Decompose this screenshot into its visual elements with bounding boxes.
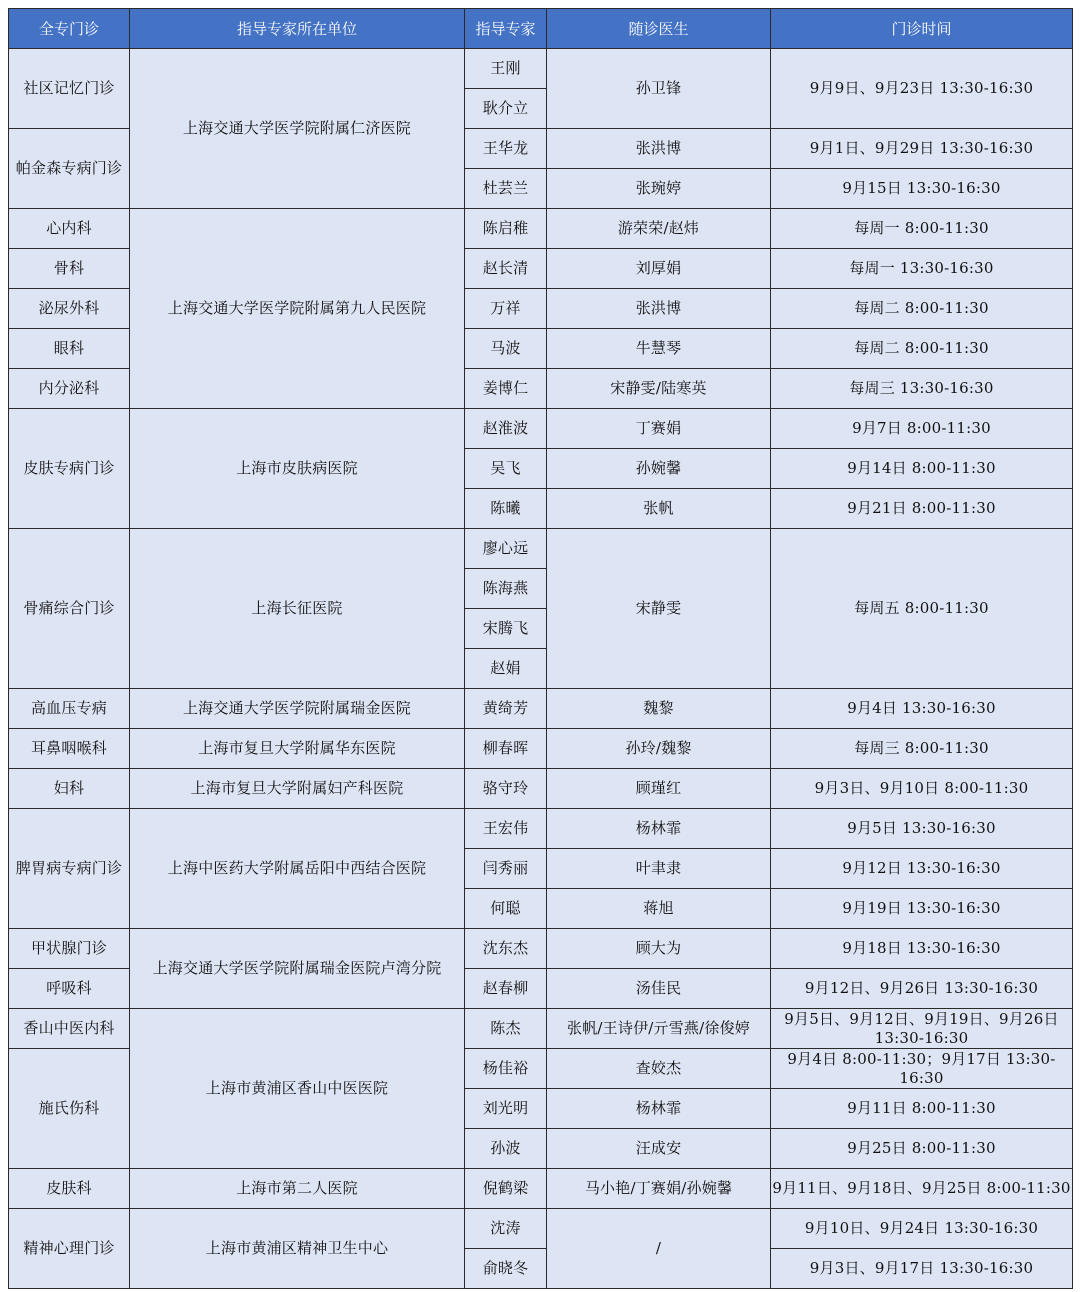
expert-cell: 陈杰 [465, 1009, 547, 1049]
time-cell: 每周三 8:00-11:30 [771, 729, 1073, 769]
unit-cell: 上海交通大学医学院附属仁济医院 [130, 49, 465, 209]
doctor-cell: / [547, 1209, 771, 1289]
clinic-schedule [8, 8, 1072, 1289]
expert-cell: 黄绮芳 [465, 689, 547, 729]
unit-cell: 上海中医药大学附属岳阳中西结合医院 [130, 809, 465, 929]
doctor-cell: 查姣杰 [547, 1049, 771, 1089]
doctor-cell: 孙卫锋 [547, 49, 771, 129]
header-dept: 全专门诊 [9, 9, 130, 49]
dept-cell: 皮肤科 [9, 1169, 130, 1209]
expert-cell: 沈东杰 [465, 929, 547, 969]
table-row [9, 49, 1073, 89]
table-row [9, 729, 1073, 769]
dept-cell: 香山中医内科 [9, 1009, 130, 1049]
doctor-cell: 孙玲/魏黎 [547, 729, 771, 769]
time-cell: 9月5日、9月12日、9月19日、9月26日 13:30-16:30 [771, 1009, 1073, 1049]
expert-cell: 赵淮波 [465, 409, 547, 449]
unit-cell: 上海市第二人医院 [130, 1169, 465, 1209]
time-cell: 9月3日、9月17日 13:30-16:30 [771, 1249, 1073, 1289]
dept-cell: 社区记忆门诊 [9, 49, 130, 129]
unit-cell: 上海交通大学医学院附属瑞金医院卢湾分院 [130, 929, 465, 1009]
header-time: 门诊时间 [771, 9, 1073, 49]
expert-cell: 俞晓冬 [465, 1249, 547, 1289]
dept-cell: 骨科 [9, 249, 130, 289]
expert-cell: 杜芸兰 [465, 169, 547, 209]
schedule-body [9, 49, 1073, 1289]
expert-cell: 宋腾飞 [465, 609, 547, 649]
dept-cell: 脾胃病专病门诊 [9, 809, 130, 929]
unit-cell: 上海市黄浦区香山中医医院 [130, 1009, 465, 1169]
expert-cell: 王宏伟 [465, 809, 547, 849]
time-cell: 每周三 13:30-16:30 [771, 369, 1073, 409]
doctor-cell: 汤佳民 [547, 969, 771, 1009]
time-cell: 9月7日 8:00-11:30 [771, 409, 1073, 449]
expert-cell: 赵春柳 [465, 969, 547, 1009]
doctor-cell: 蒋旭 [547, 889, 771, 929]
table-row [9, 209, 1073, 249]
expert-cell: 吴飞 [465, 449, 547, 489]
unit-cell: 上海市复旦大学附属华东医院 [130, 729, 465, 769]
doctor-cell: 张帆 [547, 489, 771, 529]
doctor-cell: 顾大为 [547, 929, 771, 969]
unit-cell: 上海市皮肤病医院 [130, 409, 465, 529]
time-cell: 每周一 13:30-16:30 [771, 249, 1073, 289]
time-cell: 9月4日 13:30-16:30 [771, 689, 1073, 729]
table-row [9, 689, 1073, 729]
time-cell: 9月15日 13:30-16:30 [771, 169, 1073, 209]
expert-cell: 万祥 [465, 289, 547, 329]
dept-cell: 施氏伤科 [9, 1049, 130, 1169]
expert-cell: 王华龙 [465, 129, 547, 169]
doctor-cell: 游荣荣/赵炜 [547, 209, 771, 249]
dept-cell: 高血压专病 [9, 689, 130, 729]
time-cell: 9月3日、9月10日 8:00-11:30 [771, 769, 1073, 809]
table-row [9, 929, 1073, 969]
unit-cell: 上海交通大学医学院附属第九人民医院 [130, 209, 465, 409]
time-cell: 9月14日 8:00-11:30 [771, 449, 1073, 489]
time-cell: 9月25日 8:00-11:30 [771, 1129, 1073, 1169]
time-cell: 每周二 8:00-11:30 [771, 289, 1073, 329]
header-row [9, 9, 1073, 49]
expert-cell: 赵长清 [465, 249, 547, 289]
expert-cell: 赵娟 [465, 649, 547, 689]
table-row [9, 529, 1073, 569]
header-unit: 指导专家所在单位 [130, 9, 465, 49]
doctor-cell: 顾瑾红 [547, 769, 771, 809]
doctor-cell: 汪成安 [547, 1129, 771, 1169]
doctor-cell: 张洪博 [547, 289, 771, 329]
table-row [9, 1209, 1073, 1249]
doctor-cell: 张琬婷 [547, 169, 771, 209]
time-cell: 9月18日 13:30-16:30 [771, 929, 1073, 969]
time-cell: 9月12日、9月26日 13:30-16:30 [771, 969, 1073, 1009]
time-cell: 9月4日 8:00-11:30；9月17日 13:30-16:30 [771, 1049, 1073, 1089]
dept-cell: 内分泌科 [9, 369, 130, 409]
doctor-cell: 马小艳/丁赛娟/孙婉馨 [547, 1169, 771, 1209]
table-row [9, 1169, 1073, 1209]
expert-cell: 杨佳裕 [465, 1049, 547, 1089]
expert-cell: 陈曦 [465, 489, 547, 529]
time-cell: 9月19日 13:30-16:30 [771, 889, 1073, 929]
unit-cell: 上海交通大学医学院附属瑞金医院 [130, 689, 465, 729]
dept-cell: 皮肤专病门诊 [9, 409, 130, 529]
expert-cell: 沈涛 [465, 1209, 547, 1249]
expert-cell: 孙波 [465, 1129, 547, 1169]
table-row [9, 809, 1073, 849]
time-cell: 9月12日 13:30-16:30 [771, 849, 1073, 889]
expert-cell: 廖心远 [465, 529, 547, 569]
expert-cell: 刘光明 [465, 1089, 547, 1129]
expert-cell: 闫秀丽 [465, 849, 547, 889]
time-cell: 9月5日 13:30-16:30 [771, 809, 1073, 849]
expert-cell: 倪鹤梁 [465, 1169, 547, 1209]
table-row [9, 1009, 1073, 1049]
time-cell: 9月1日、9月29日 13:30-16:30 [771, 129, 1073, 169]
time-cell: 每周一 8:00-11:30 [771, 209, 1073, 249]
dept-cell: 呼吸科 [9, 969, 130, 1009]
unit-cell: 上海市黄浦区精神卫生中心 [130, 1209, 465, 1289]
time-cell: 每周五 8:00-11:30 [771, 529, 1073, 689]
doctor-cell: 丁赛娟 [547, 409, 771, 449]
expert-cell: 马波 [465, 329, 547, 369]
doctor-cell: 张帆/王诗伊/亓雪燕/徐俊婷 [547, 1009, 771, 1049]
doctor-cell: 魏黎 [547, 689, 771, 729]
expert-cell: 柳春晖 [465, 729, 547, 769]
time-cell: 9月9日、9月23日 13:30-16:30 [771, 49, 1073, 129]
table-row [9, 769, 1073, 809]
doctor-cell: 刘厚娟 [547, 249, 771, 289]
doctor-cell: 叶聿隶 [547, 849, 771, 889]
time-cell: 9月21日 8:00-11:30 [771, 489, 1073, 529]
unit-cell: 上海长征医院 [130, 529, 465, 689]
dept-cell: 帕金森专病门诊 [9, 129, 130, 209]
doctor-cell: 孙婉馨 [547, 449, 771, 489]
expert-cell: 何聪 [465, 889, 547, 929]
dept-cell: 眼科 [9, 329, 130, 369]
doctor-cell: 杨林霏 [547, 809, 771, 849]
table-row [9, 409, 1073, 449]
time-cell: 每周二 8:00-11:30 [771, 329, 1073, 369]
time-cell: 9月10日、9月24日 13:30-16:30 [771, 1209, 1073, 1249]
dept-cell: 甲状腺门诊 [9, 929, 130, 969]
dept-cell: 泌尿外科 [9, 289, 130, 329]
doctor-cell: 张洪博 [547, 129, 771, 169]
expert-cell: 耿介立 [465, 89, 547, 129]
expert-cell: 王刚 [465, 49, 547, 89]
expert-cell: 陈海燕 [465, 569, 547, 609]
expert-cell: 姜博仁 [465, 369, 547, 409]
expert-cell: 陈启稚 [465, 209, 547, 249]
doctor-cell: 宋静雯 [547, 529, 771, 689]
doctor-cell: 宋静雯/陆寒英 [547, 369, 771, 409]
doctor-cell: 牛慧琴 [547, 329, 771, 369]
header-expert: 指导专家 [465, 9, 547, 49]
time-cell: 9月11日 8:00-11:30 [771, 1089, 1073, 1129]
dept-cell: 心内科 [9, 209, 130, 249]
dept-cell: 骨痛综合门诊 [9, 529, 130, 689]
schedule-table [8, 8, 1073, 1289]
expert-cell: 骆守玲 [465, 769, 547, 809]
unit-cell: 上海市复旦大学附属妇产科医院 [130, 769, 465, 809]
header-doctor: 随诊医生 [547, 9, 771, 49]
doctor-cell: 杨林霏 [547, 1089, 771, 1129]
dept-cell: 耳鼻咽喉科 [9, 729, 130, 769]
dept-cell: 精神心理门诊 [9, 1209, 130, 1289]
dept-cell: 妇科 [9, 769, 130, 809]
time-cell: 9月11日、9月18日、9月25日 8:00-11:30 [771, 1169, 1073, 1209]
